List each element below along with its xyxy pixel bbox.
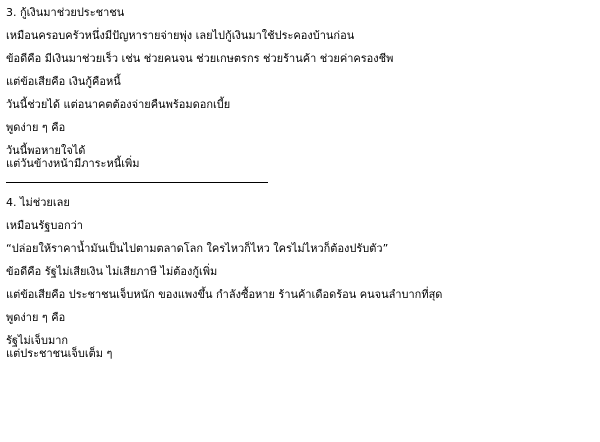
section-4-line-4: แต่ข้อเสียคือ ประชาชนเจ็บหนัก ของแพงขึ้น กำลังซื้อหาย ร้านค้าเดือดร้อน คนจนลำบากที่สุด [6,288,443,301]
section-3-line-3: แต่ข้อเสียคือ เงินกู้คือหนี้ [6,75,121,88]
section-4-line-3: ข้อดีคือ รัฐไม่เสียเงิน ไม่เสียภาษี ไม่ต้องกู้เพิ่ม [6,265,218,278]
section-4-line-5: พูดง่าย ๆ คือ [6,311,66,324]
document-body [6,6,594,360]
section-3-line-4: วันนี้ช่วยได้ แต่อนาคตต้องจ่ายคืนพร้อมดอกเบี้ย [6,98,231,111]
section-3-summary-2: แต่วันข้างหน้ามีภาระหนี้เพิ่ม [6,157,140,170]
section-3-summary-1: วันนี้พอหายใจได้ [6,144,86,157]
section-4-heading: 4. ไม่ช่วยเลย [6,196,70,209]
section-3-line-5: พูดง่าย ๆ คือ [6,121,66,134]
section-3-line-1: เหมือนครอบครัวหนึ่งมีปัญหารายจ่ายพุ่ง เลยไปกู้เงินมาใช้ประคองบ้านก่อน [6,29,355,42]
section-4-summary-1: รัฐไม่เจ็บมาก [6,334,69,347]
section-3-heading: 3. กู้เงินมาช่วยประชาชน [6,6,125,19]
section-4-quote: “ปล่อยให้ราคาน้ำมันเป็นไปตามตลาดโลก ใครไหวก็ไหว ใครไม่ไหวก็ต้องปรับตัว” [6,242,389,255]
section-3-line-2: ข้อดีคือ มีเงินมาช่วยเร็ว เช่น ช่วยคนจน ช่วยเกษตรกร ช่วยร้านค้า ช่วยค่าครองชีพ [6,52,394,65]
section-4-summary-2: แต่ประชาชนเจ็บเต็ม ๆ [6,347,113,360]
section-4-line-1: เหมือนรัฐบอกว่า [6,219,83,232]
section-divider [6,182,268,183]
